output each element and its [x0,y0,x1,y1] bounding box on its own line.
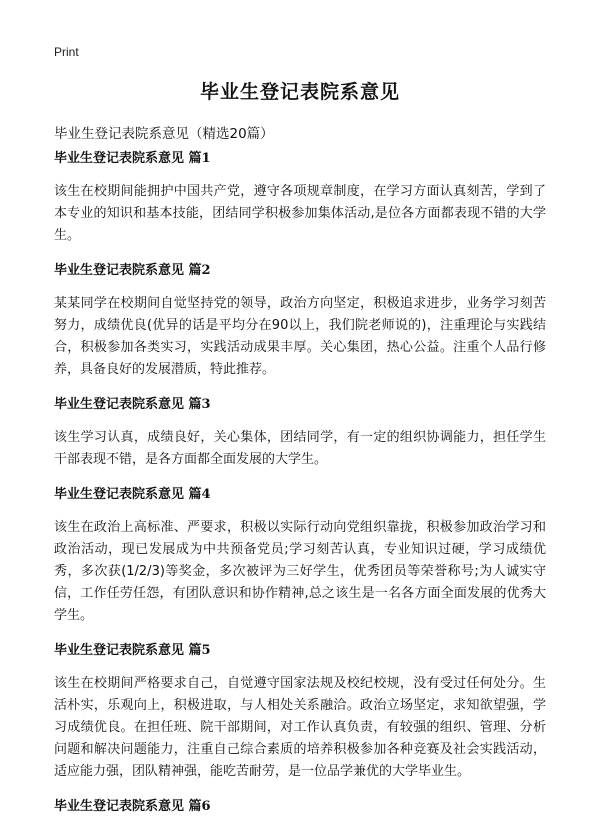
section-2 [54,262,546,381]
section-body: 该生在校期间能拥护中国共产党，遵守各项规章制度，在学习方面认真刻苦，学到了本专业的知识和基本技能，团结同学积极参加集体活动,是位各方面都表现不错的大学生。 [54,184,546,243]
section-heading: 毕业生登记表院系意见 篇6 [54,799,211,814]
section-1 [54,150,546,247]
section-heading: 毕业生登记表院系意见 篇5 [54,643,211,658]
section-body: 该生学习认真，成绩良好，关心集体，团结同学，有一定的组织协调能力，担任学生干部表现不错，是各方面都全面发展的大学生。 [54,430,546,467]
section-heading: 毕业生登记表院系意见 篇1 [54,151,211,166]
section-3 [54,396,546,471]
section-5 [54,642,546,783]
document-subtitle: 毕业生登记表院系意见（精选20篇） [54,126,274,142]
print-link[interactable]: Print [54,45,79,59]
section-6 [54,798,546,816]
section-heading: 毕业生登记表院系意见 篇3 [54,397,211,412]
section-heading: 毕业生登记表院系意见 篇2 [54,263,211,278]
section-body: 该生在政治上高标准、严要求，积极以实际行动向党组织靠拢，积极参加政治学习和政治活动，现已发展成为中共预备党员;学习刻苦认真，专业知识过硬，学习成绩优秀，多次获(1/2/3)等奖金，多次被评为三好学生，优秀团员等荣誉称号;为人诚实守信，工作任劳任怨，有团队意识和协作精神,总之该生是一名各方面全面发展的优秀大学生。 [54,520,546,623]
section-body: 该生在校期间严格要求自己，自觉遵守国家法规及校纪校规，没有受过任何处分。生活朴实，乐观向上，积极进取，与人相处关系融洽。政治立场坚定，求知欲望强，学习成绩优良。在担任班、院干部期间，对工作认真负责，有较强的组织、管理、分析问题和解决问题能力，注重自己综合素质的培养积极参加各种竞赛及社会实践活动，适应能力强，团队精神强，能吃苦耐劳，是一位品学兼优的大学毕业生。 [54,676,546,779]
section-4 [54,486,546,627]
section-body: 某某同学在校期间自觉坚持党的领导，政治方向坚定，积极追求进步，业务学习刻苦努力，成绩优良(优异的话是平均分在90以上，我们院老师说的)，注重理论与实践结合，积极参加各类实习，实践活动成果丰厚。关心集团，热心公益。注重个人品行修养，具备良好的发展潜质，特此推荐。 [54,296,546,377]
page-title: 毕业生登记表院系意见 [199,81,400,103]
document-content [54,150,546,829]
section-heading: 毕业生登记表院系意见 篇4 [54,487,211,502]
